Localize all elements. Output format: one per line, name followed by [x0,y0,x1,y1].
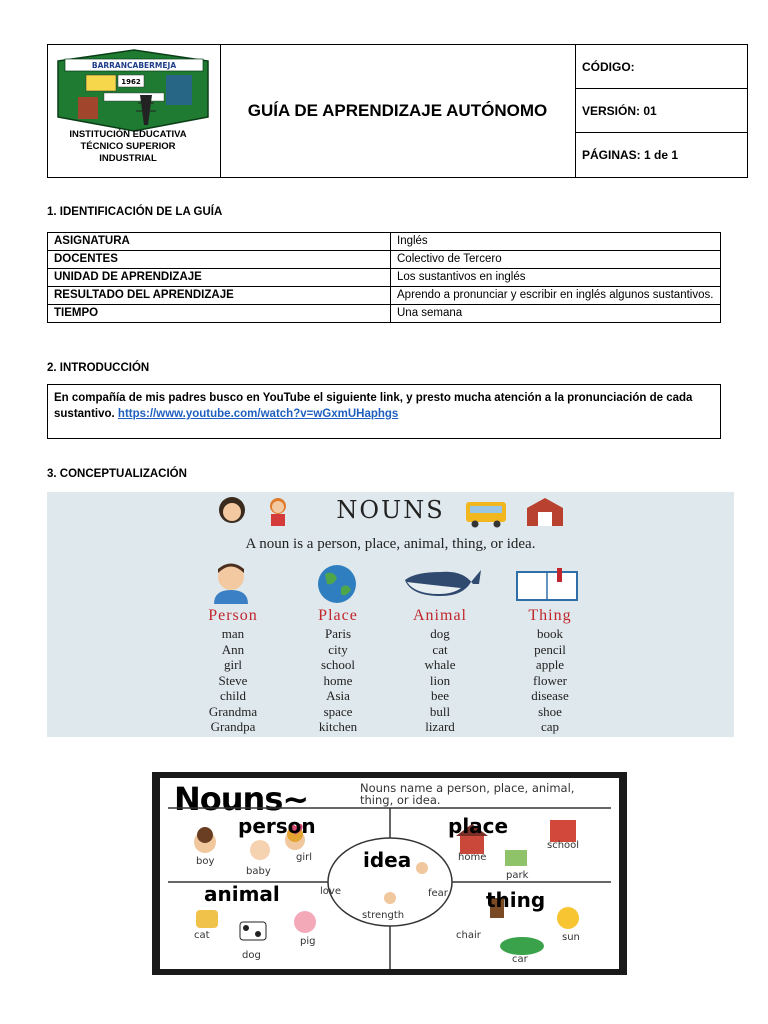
word-park: park [506,870,529,881]
youtube-link[interactable]: https://www.youtube.com/watch?v=wGxmUHaphgs [117,408,399,420]
list-item: book [537,626,563,641]
poster-title: Nouns~ [174,780,309,818]
word-cat: cat [194,930,210,941]
word-home: home [458,852,487,863]
column-animal [380,606,500,735]
list-item: lizard [425,719,455,734]
list-item: city [328,641,348,657]
table-row [48,251,721,269]
word-car: car [512,954,528,965]
list-item: bee [430,688,450,703]
row-key: ASIGNATURA [48,233,391,251]
list-item: Steve [218,672,248,688]
list-item: Ann [221,641,245,657]
list-item: school [321,657,355,672]
globe-icon [315,562,359,606]
list-item: lion [429,672,451,688]
table-row [48,305,721,323]
identification-table [47,232,721,323]
row-value: Colectivo de Tercero [391,251,721,269]
version-field: VERSIÓN: 01 [576,89,748,133]
code-field: CÓDIGO: [576,45,748,89]
poster-inner [160,778,619,969]
barn-icon [525,496,565,528]
section-3-heading: 3. CONCEPTUALIZACIÓN [47,468,187,480]
list-item: man [221,626,245,641]
document-title: GUÍA DE APRENDIZAJE AUTÓNOMO [220,45,576,177]
introduction-text: En compañía de mis padres busco en YouTube el siguiente link, y presto mucha atención a la pronunciación de cada sustantivo. [54,392,693,420]
word-fear: fear [428,888,448,899]
word-dog: dog [242,950,261,961]
list-item: Asia [326,688,350,703]
institution-name [48,129,208,165]
list-item: dog [430,626,450,641]
word-love: love [320,886,341,897]
pages-field: PÁGINAS: 1 de 1 [582,148,679,162]
label-thing: thing [486,888,546,912]
column-thing [490,606,610,735]
section-2-heading: 2. INTRODUCCIÓN [47,362,150,374]
word-school: school [547,840,580,851]
list-item: kitchen [318,719,358,734]
nouns-infographic [47,492,734,737]
institution-line-3: INDUSTRIAL [99,153,157,164]
poster-grid [160,778,619,969]
word-pig: pig [300,936,316,947]
list-item: Grandpa [210,719,256,734]
list-item: Paris [325,626,351,641]
label-idea: idea [363,848,412,872]
section-1-heading: 1. IDENTIFICACIÓN DE LA GUÍA [47,206,223,218]
nouns-definition: A noun is a person, place, animal, thing, or idea. [245,536,536,552]
nouns-title: NOUNS [336,496,445,524]
word-girl: girl [296,852,313,863]
book-icon [515,568,579,604]
word-sun: sun [562,932,580,943]
column-title: Place [318,607,358,624]
word-baby: baby [246,866,271,877]
list-item: cat [432,641,448,657]
list-item: Grandma [208,703,258,719]
list-item: space [323,703,353,719]
list-item: child [220,688,246,703]
label-person: person [238,814,316,838]
list-item: shoe [538,703,562,719]
row-value: Inglés [391,233,721,251]
row-key: TIEMPO [48,305,391,323]
school-bus-icon [464,498,508,528]
person-icon [211,560,251,604]
column-title: Person [208,607,258,624]
column-person [173,606,293,735]
institution-line-1: INSTITUCIÓN EDUCATIVA [69,129,187,140]
list-item: apple [535,657,565,672]
introduction-box [47,384,721,439]
label-animal: animal [204,882,280,906]
poster-subtitle: Nouns name a person, place, animal, thing, or idea. [360,781,575,807]
logo-year: 1962 [121,78,141,86]
table-row [48,287,721,305]
column-title: Animal [413,607,467,624]
row-key: DOCENTES [48,251,391,269]
row-value: Los sustantivos en inglés [391,269,721,287]
row-value: Una semana [391,305,721,323]
logo-top-text: BARRANCABERMEJA [91,61,177,70]
institution-line-2: TÉCNICO SUPERIOR [80,141,176,152]
nouns-poster [152,772,627,975]
row-key: RESULTADO DEL APRENDIZAJE [48,287,391,305]
table-row [48,269,721,287]
document-header [47,44,748,178]
word-strength: strength [362,910,405,921]
word-boy: boy [196,856,215,867]
list-item: flower [533,672,567,688]
table-row [48,233,721,251]
list-item: whale [424,657,456,672]
word-chair: chair [456,930,481,941]
logo-cell [48,45,221,177]
column-title: Thing [528,607,572,624]
row-value: Aprendo a pronunciar y escribir en inglés algunos sustantivos. [391,287,721,305]
list-item: disease [531,688,569,703]
list-item: bull [429,703,451,719]
school-crest-logo [48,45,220,135]
label-place: place [448,814,509,838]
list-item: home [323,672,353,688]
whale-icon [401,564,485,604]
list-item: girl [223,657,243,672]
list-item: cap [540,719,560,734]
row-key: UNIDAD DE APRENDIZAJE [48,269,391,287]
list-item: pencil [534,641,566,657]
